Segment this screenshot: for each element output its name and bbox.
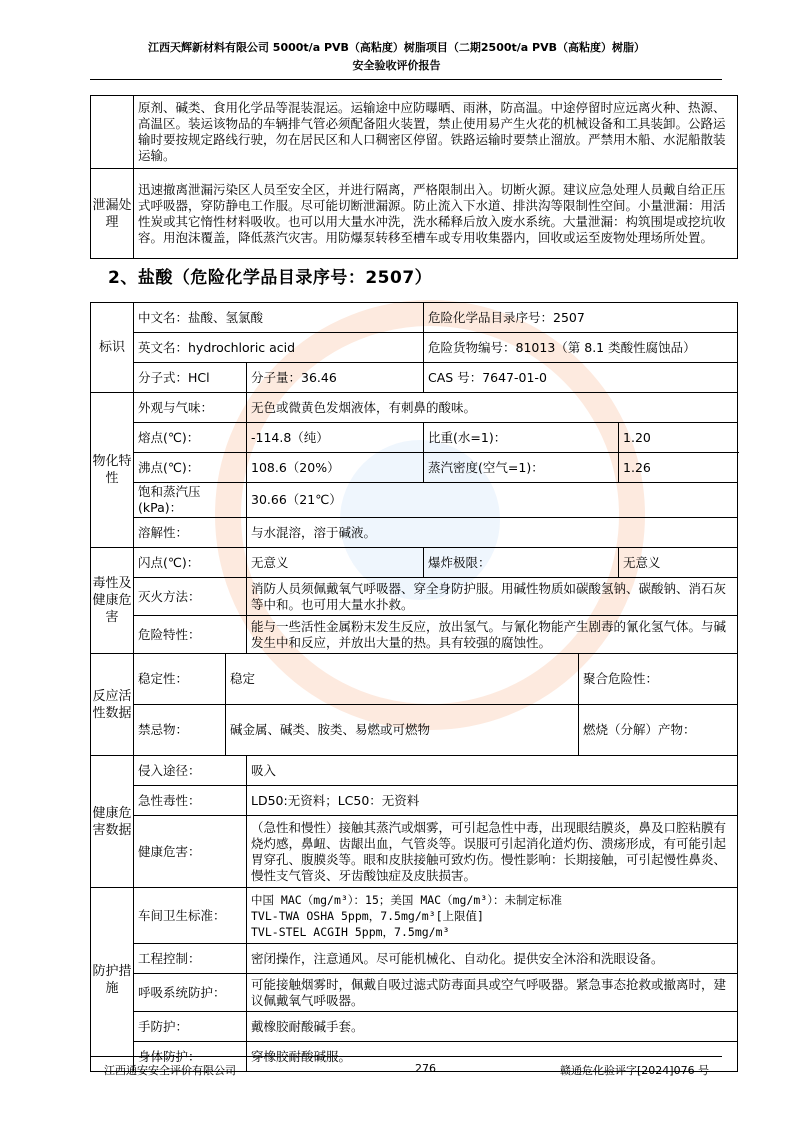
decomposition-key: 燃烧（分解）产物： [579, 705, 738, 756]
explosion-limit-value: 无意义 [619, 548, 738, 578]
respiratory-key: 呼吸系统防护： [134, 974, 247, 1012]
explosion-limit-key: 爆炸极限： [424, 548, 619, 578]
boiling-point-key: 沸点(℃)： [134, 453, 247, 483]
fire-fighting-key: 灭火方法： [134, 578, 247, 616]
melting-point-value: -114.8（纯） [247, 423, 424, 453]
vapor-pressure-key: 饱和蒸汽压(kPa)： [134, 483, 247, 518]
reactivity-label: 反应活性数据 [91, 654, 134, 756]
en-name: 英文名：hydrochloric acid [134, 333, 424, 363]
protection-label: 防护措施 [91, 888, 134, 1072]
hygiene-line-1: 中国 MAC（mg/m³）：15；美国 MAC（mg/m³）：未制定标准 [251, 892, 562, 907]
specific-gravity-key: 比重(水=1)： [424, 423, 619, 453]
prev-transport-label-cell [91, 96, 134, 169]
physical-label: 物化特性 [91, 393, 134, 548]
route-value: 吸入 [247, 756, 738, 786]
prev-table [90, 95, 738, 259]
health-harm-value: （急性和慢性）接触其蒸汽或烟雾，可引起急性中毒，出现眼结膜炎，鼻及口腔粘膜有烧灼感，鼻衄、齿龈出血，气管炎等。误服可引起消化道灼伤、溃疡形成，有可能引起胃穿孔、腹膜炎等。眼和皮肤接触可致灼伤。慢性影响：长期接触，可引起慢性鼻炎、慢性支气管炎、牙齿酸蚀症及皮肤损害。 [247, 816, 738, 888]
body-protection-key: 身体防护： [134, 1042, 247, 1072]
vapor-density-key: 蒸汽密度(空气=1)： [424, 453, 619, 483]
hcl-msds-table [90, 302, 738, 1072]
formula: 分子式：HCl [134, 363, 247, 393]
leak-text: 迅速撤离泄漏污染区人员至安全区，并进行隔离，严格限制出入。切断火源。建议应急处理人员戴自给正压式呼吸器，穿防静电工作服。尽可能切断泄漏源。防止流入下水道、排洪沟等限制性空间。小量泄漏：用活性炭或其它惰性材料吸收。也可以用大量水冲洗，洗水稀释后放入废水系统。大量泄漏：构筑围堤或挖坑收容。用泡沫覆盖，降低蒸汽灾害。用防爆泵转移至槽车或专用收集器内，回收或运至废物处理场所处置。 [134, 169, 738, 259]
health-harm-key: 健康危害： [134, 816, 247, 888]
leak-label: 泄漏处理 [91, 169, 134, 259]
boiling-point-value: 108.6（20%） [247, 453, 424, 483]
flash-point-key: 闪点(℃)： [134, 548, 247, 578]
solubility-value: 与水混溶，溶于碱液。 [247, 518, 738, 548]
flash-point-value: 无意义 [247, 548, 424, 578]
incompatible-value: 碱金属、碱类、胺类、易燃或可燃物 [226, 705, 579, 756]
hygiene-line-3: TVL-STEL ACGIH 5ppm，7.5mg/m³ [251, 924, 450, 939]
footer-divider [90, 1056, 722, 1057]
appearance-key: 外观与气味： [134, 393, 247, 423]
stability-value: 稳定 [226, 654, 579, 705]
cas-no: CAS 号：7647-01-0 [424, 363, 738, 393]
footer-doc-number: 赣通危化验评字[2024]076 号 [560, 1064, 710, 1077]
report-header-line1: 江西天辉新材料有限公司 5000t/a PVB（高粘度）树脂项目（二期2500t/a PVB（高粘度）树脂） [147, 41, 646, 54]
acute-toxicity-value: LD50:无资料；LC50：无资料 [247, 786, 738, 816]
vapor-density-value: 1.26 [619, 453, 738, 483]
engineering-control-key: 工程控制： [134, 944, 247, 974]
fire-fighting-value: 消防人员须佩戴氧气呼吸器、穿全身防护服。用碱性物质如碳酸氢钠、碳酸钠、消石灰等中和。也可用大量水扑救。 [247, 578, 738, 616]
hazard-label: 毒性及健康危害 [91, 548, 134, 654]
header-divider [90, 79, 722, 80]
dg-no: 危险货物编号：81013（第 8.1 类酸性腐蚀品） [424, 333, 738, 363]
hygiene-standard-value [247, 888, 738, 944]
cn-name: 中文名：盐酸、氢氯酸 [134, 303, 424, 333]
body-protection-value: 穿橡胶耐酸碱服。 [247, 1042, 738, 1072]
catalog-no: 危险化学品目录序号：2507 [424, 303, 738, 333]
route-key: 侵入途径： [134, 756, 247, 786]
respiratory-value: 可能接触烟雾时，佩戴自吸过滤式防毒面具或空气呼吸器。紧急事态抢救或撤离时，建议佩戴氧气呼吸器。 [247, 974, 738, 1012]
polymerization-key: 聚合危险性： [579, 654, 738, 705]
appearance-value: 无色或微黄色发烟液体，有刺鼻的酸味。 [247, 393, 738, 423]
hygiene-line-2: TVL-TWA OSHA 5ppm，7.5mg/m³[上限值] [251, 908, 484, 923]
solubility-key: 溶解性： [134, 518, 247, 548]
acute-toxicity-key: 急性毒性： [134, 786, 247, 816]
prev-transport-text: 原剂、碱类、食用化学品等混装混运。运输途中应防曝晒、雨淋，防高温。中途停留时应远离火种、热源、高温区。装运该物品的车辆排气管必须配备阻火装置，禁止使用易产生火花的机械设备和工具装卸。公路运输时要按规定路线行驶，勿在居民区和人口稠密区停留。铁路运输时要禁止溜放。严禁用木船、水泥船散装运输。 [134, 96, 738, 169]
identity-label: 标识 [91, 303, 134, 393]
specific-gravity-value: 1.20 [619, 423, 738, 453]
report-header-line2: 安全验收评价报告 [352, 59, 441, 72]
hand-protection-value: 戴橡胶耐酸碱手套。 [247, 1012, 738, 1042]
incompatible-key: 禁忌物： [134, 705, 226, 756]
hygiene-standard-key: 车间卫生标准： [134, 888, 247, 944]
engineering-control-value: 密闭操作，注意通风。尽可能机械化、自动化。提供安全沐浴和洗眼设备。 [247, 944, 738, 974]
footer-company: 江西通安安全评价有限公司 [104, 1064, 236, 1077]
molecular-weight: 分子量：36.46 [247, 363, 424, 393]
health-label: 健康危害数据 [91, 756, 134, 888]
danger-key: 危险特性： [134, 616, 247, 654]
melting-point-key: 熔点(℃)： [134, 423, 247, 453]
danger-value: 能与一些活性金属粉末发生反应，放出氢气。与氰化物能产生剧毒的氰化氢气体。与碱发生中和反应，并放出大量的热。具有较强的腐蚀性。 [247, 616, 738, 654]
section-title: 2、盐酸（危险化学品目录序号：2507） [108, 268, 433, 288]
footer-page-number: 276 [415, 1062, 436, 1075]
stability-key: 稳定性： [134, 654, 226, 705]
vapor-pressure-value: 30.66（21℃） [247, 483, 738, 518]
hand-protection-key: 手防护： [134, 1012, 247, 1042]
